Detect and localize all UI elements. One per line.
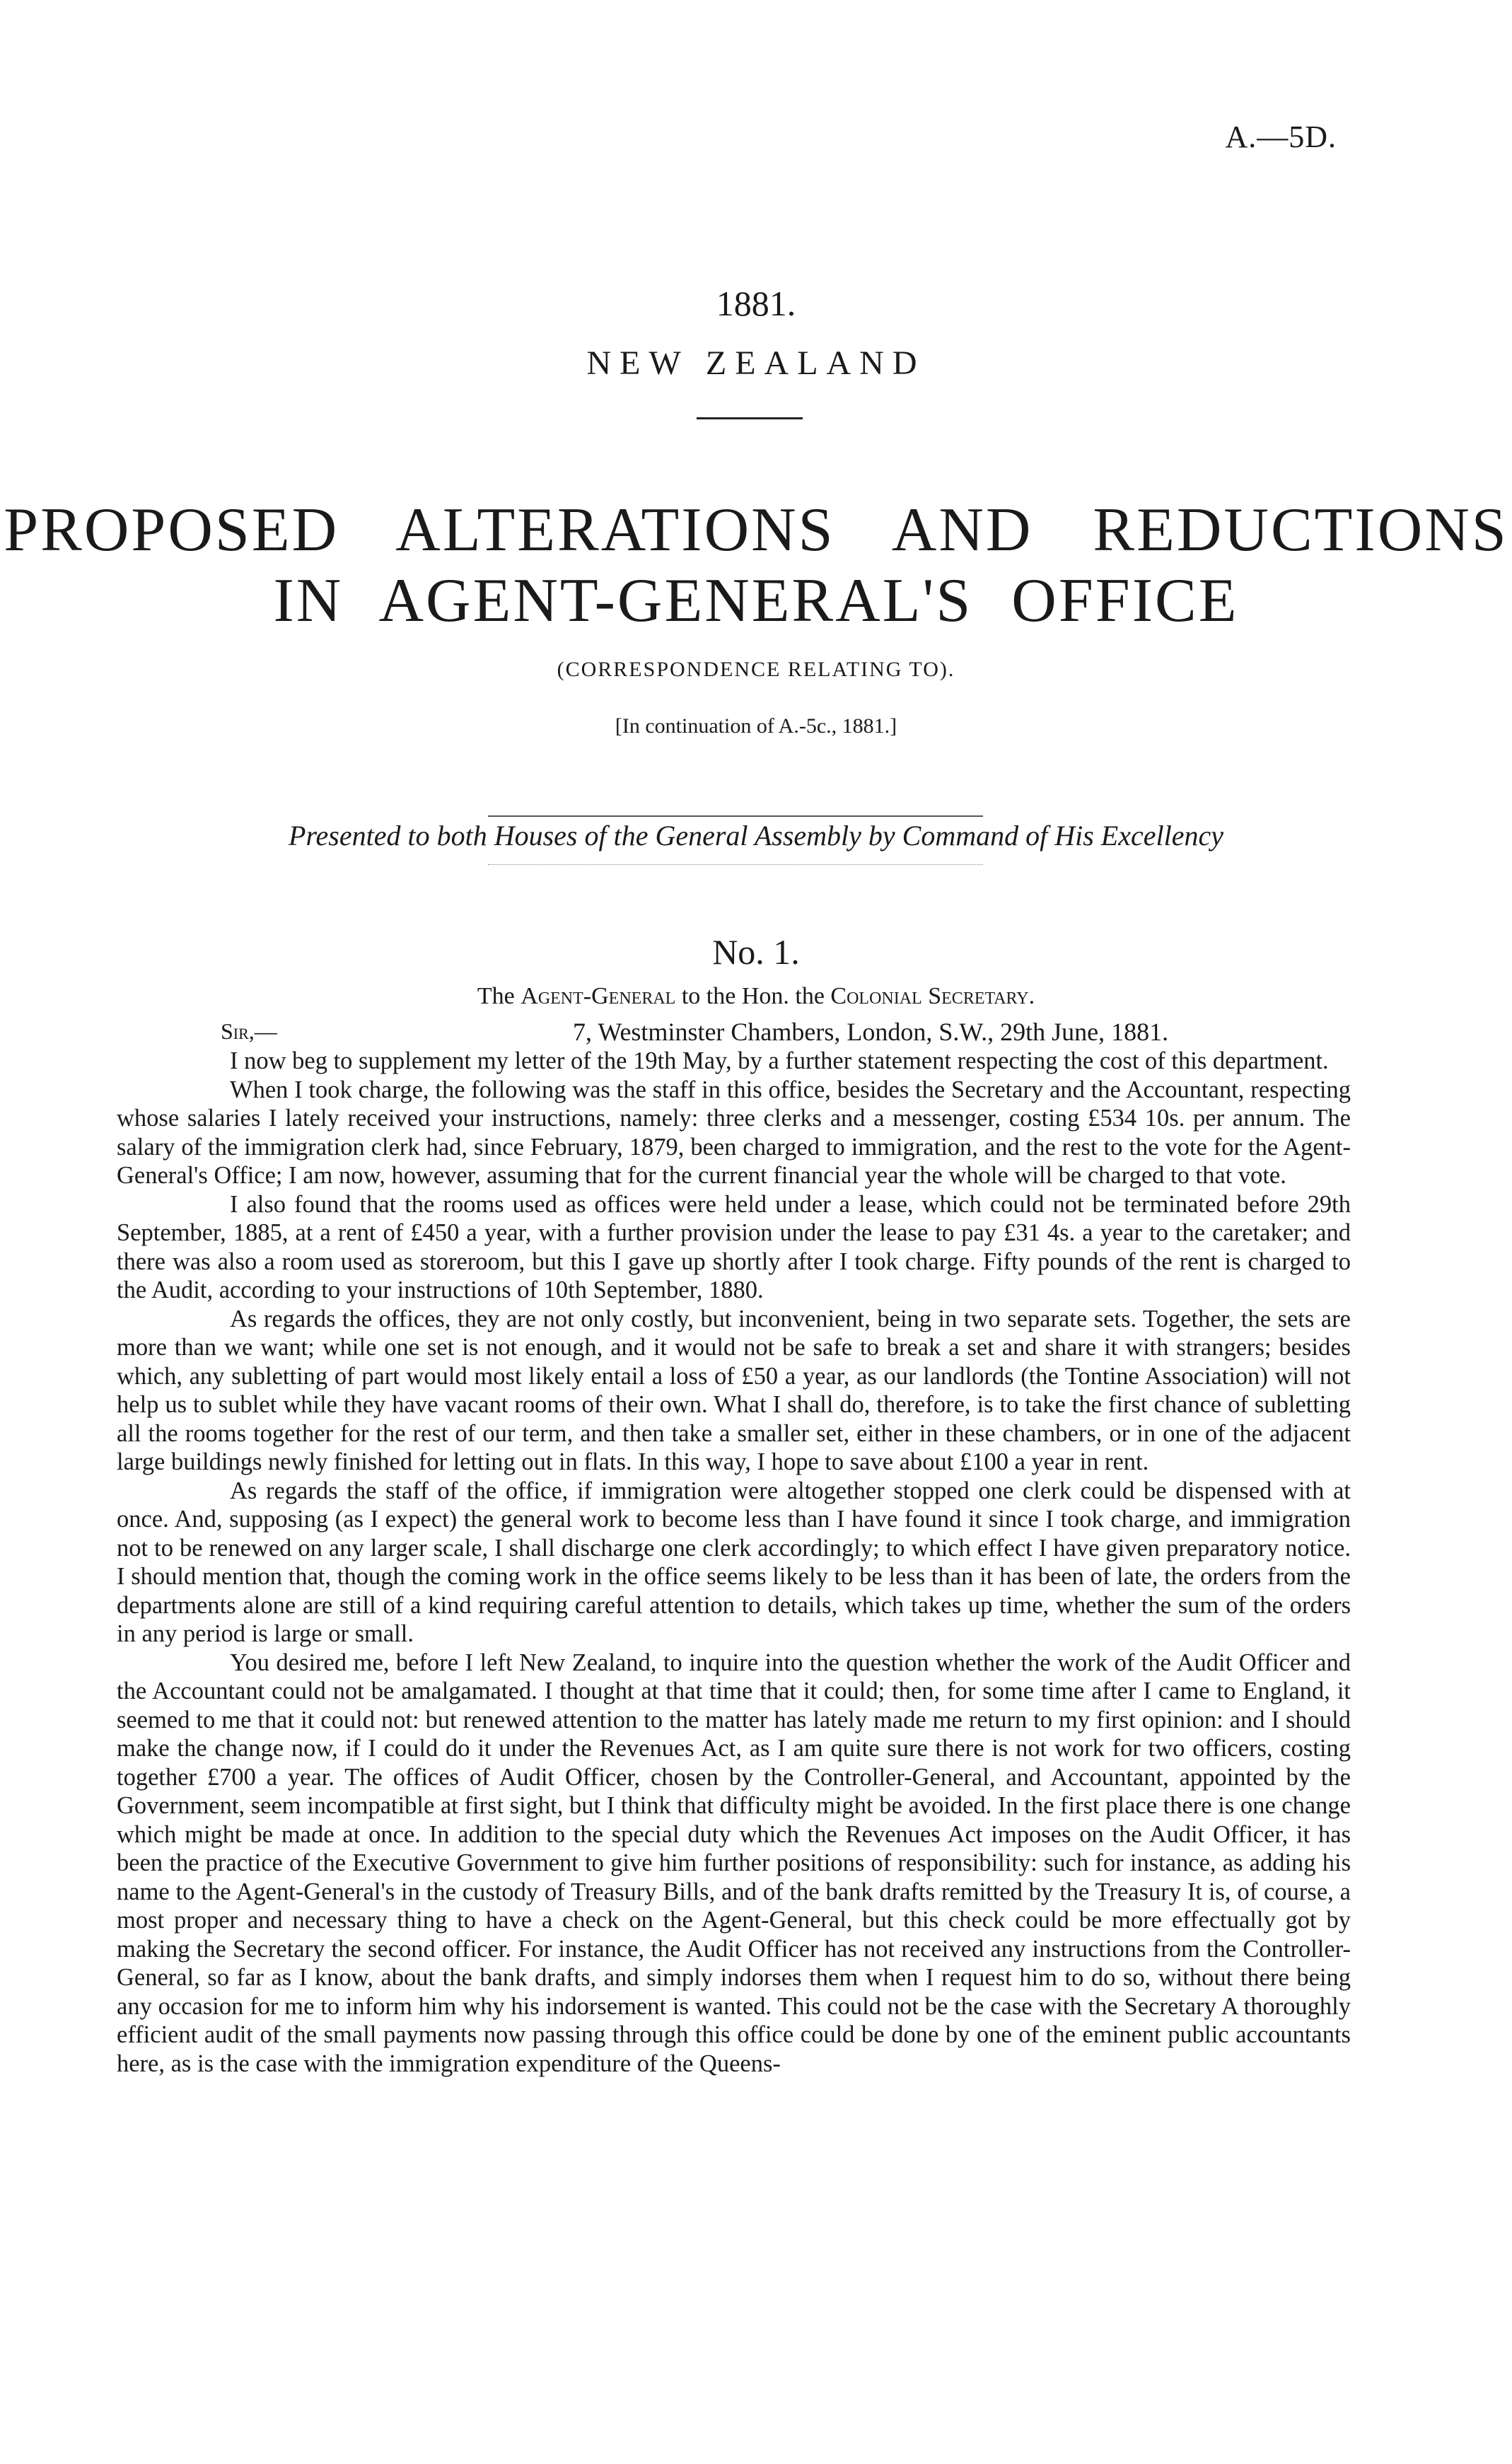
presented-divider-top xyxy=(488,815,983,817)
title-line-1: PROPOSED ALTERATIONS AND REDUCTIONS xyxy=(4,496,1508,564)
title-line-2: IN AGENT-GENERAL'S OFFICE xyxy=(273,566,1239,635)
letter-dateline: 7, Westminster Chambers, London, S.W., 29th June, 1881. xyxy=(573,1018,1169,1046)
letter-paragraph: I also found that the rooms used as offices were held under a lease, which could not be terminated before 29th September, 1885, at a rent of £450 a year, with a further provision under the lease to pay £31 4s. a year to the caretaker; and there was also a room used as storeroom, but this I gave up shortly after I took charge. Fifty pounds of the rent is charged to the Audit, according to your instructions of 10th September, 1880. xyxy=(117,1190,1351,1303)
document-subtitle: (CORRESPONDENCE RELATING TO). xyxy=(557,658,955,681)
address-mid: to the Hon. the xyxy=(681,983,825,1009)
document-year: 1881. xyxy=(716,284,796,323)
letter-paragraph: As regards the staff of the office, if immigration were altogether stopped one clerk could be dispensed with at once. And, supposing (as I expect) the general work to become less than I have found it since I took charge, and immigration not to be renewed on any larger scale, I shall discharge one clerk accordingly; to which effect I have given preparatory notice. I should mention that, though the coming work in the office seems likely to be less than it has been of late, the orders from the departments alone are still of a kind requiring careful attention to details, which takes up time, whether the sum of the orders in any period is large or small. xyxy=(117,1477,1351,1647)
letter-address-line xyxy=(0,983,1512,1010)
letter-paragraph: I now beg to supplement my letter of the 19th May, by a further statement respecting the cost of this department. xyxy=(230,1047,1329,1074)
country-heading: NEW ZEALAND xyxy=(586,344,926,382)
title-divider xyxy=(697,417,803,419)
address-prefix: The xyxy=(477,983,515,1009)
letter-paragraph: As regards the offices, they are not only costly, but inconvenient, being in two separate sets. Together, the sets are more than we want; while one set is not enough, and it would not be safe to break a set and share it with strangers; besides which, any subletting of part would most likely entail a loss of £50 a year, as our landlords (the Tontine Association) will not help us to sublet while they have vacant rooms of their own. What I shall do, therefore, is to take the first chance of subletting all the rooms together for the rest of our term, and then take a smaller set, either in these chambers, or in one of the adjacent large buildings newly finished for letting out in flats. In this way, I hope to save about £100 a year in rent. xyxy=(117,1305,1351,1475)
page-identifier: A.—5D. xyxy=(1225,120,1337,154)
presented-divider-bottom xyxy=(488,864,983,865)
presented-line: Presented to both Houses of the General Assembly by Command of His Excellency xyxy=(289,820,1223,852)
letter-body xyxy=(117,1047,1351,2078)
letter-salutation: Sir,— xyxy=(221,1018,277,1044)
address-to: Colonial Secretary. xyxy=(830,983,1035,1009)
letter-paragraph: When I took charge, the following was the staff in this office, besides the Secretary and the Accountant, respecting whose salaries I lately received your instructions, namely: three clerks and a messenger, costing £534 10s. per annum. The salary of the immigration clerk had, since February, 1879, been charged to immigration, and the rest to the vote for the Agent-General's Office; I am now, however, assuming that for the current financial year the whole will be charged to that vote. xyxy=(117,1076,1351,1189)
letter-paragraph: You desired me, before I left New Zealand, to inquire into the question whether the work of the Audit Officer and the Accountant could not be amalgamated. I thought at that time that it could; then, for some time after I came to England, it seemed to me that it could not: but renewed attention to the matter has lately made me return to my first opinion: and I should make the change now, if I could do it under the Revenues Act, as I am quite sure there is not work for two officers, costing together £700 a year. The offices of Audit Officer, chosen by the Controller-General, and Accountant, appointed by the Government, seem incompatible at first sight, but I think that difficulty might be avoided. In the first place there is one change which might be made at once. In addition to the special duty which the Revenues Act imposes on the Audit Officer, it has been the practice of the Executive Government to give him further positions of responsibility: such for instance, as adding his name to the Agent-General's in the custody of Treasury Bills, and of the bank drafts remitted by the Treasury It is, of course, a most proper and necessary thing to have a check on the Agent-General, but this check could be more effectually got by making the Secretary the second officer. For instance, the Audit Officer has not received any instructions from the Controller-General, so far as I know, about the bank drafts, and simply indorses them when I request him to do so, without there being any occasion for me to inform him why his indorsement is wanted. This could not be the case with the Secretary A thoroughly efficient audit of the small payments now passing through this office could be done by one of the eminent public accountants here, as is the case with the immigration expenditure of the Queens- xyxy=(117,1649,1351,2077)
document-title xyxy=(0,495,1512,637)
address-from: Agent-General xyxy=(521,983,676,1009)
letter-number: No. 1. xyxy=(712,932,800,972)
continuation-note: [In continuation of A.-5c., 1881.] xyxy=(615,714,897,738)
